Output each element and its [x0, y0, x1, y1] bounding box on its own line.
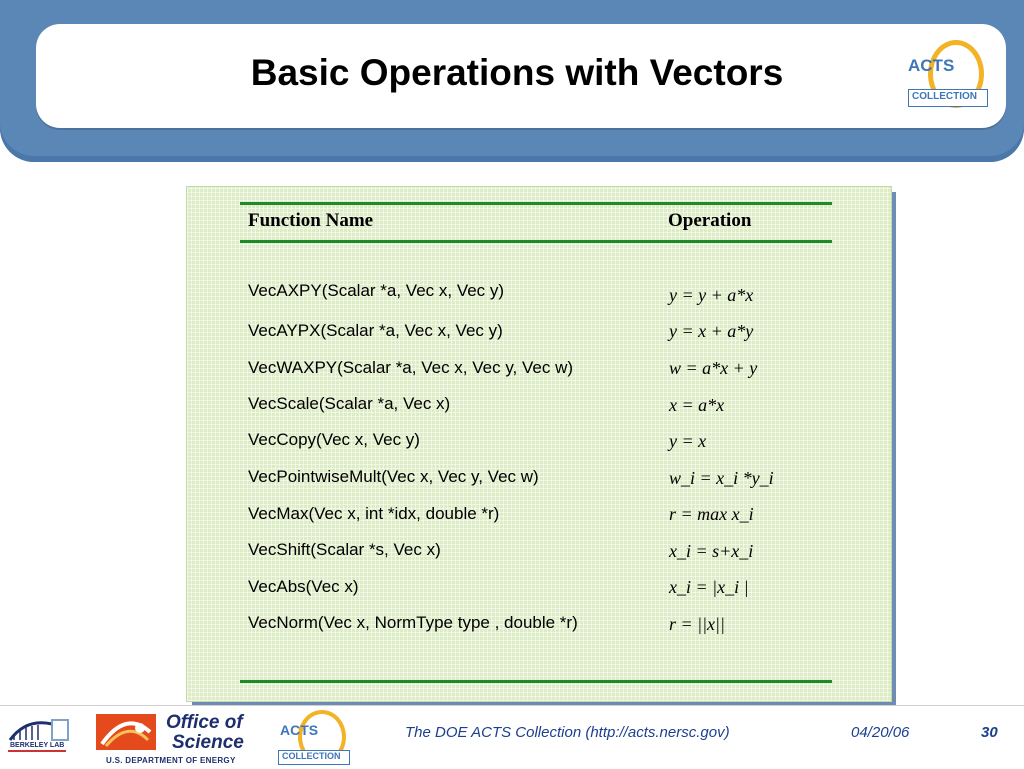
row-operation: y = x + a*y	[669, 321, 754, 341]
acts-collection-logo-footer	[276, 710, 352, 766]
row-operation: r = ||x||	[669, 614, 725, 634]
berkeley-lab-logo	[4, 712, 74, 764]
doe-mark-icon	[96, 714, 156, 750]
header-function-name: Function Name	[248, 210, 374, 231]
table-rule-top	[240, 202, 832, 205]
header-operation: Operation	[668, 210, 752, 231]
table-rule-header	[240, 240, 832, 243]
row-operation: x = a*x	[669, 395, 725, 415]
row-function: VecCopy(Vec x, Vec y)	[248, 430, 420, 449]
footer-date: 04/20/06	[851, 724, 910, 741]
acts-footer-logo-subtext: COLLECTION	[282, 751, 341, 761]
acts-footer-logo-text: ACTS	[280, 722, 319, 738]
row-function: VecShift(Scalar *s, Vec x)	[248, 540, 441, 559]
row-function: VecPointwiseMult(Vec x, Vec y, Vec w)	[248, 467, 539, 486]
row-operation: w = a*x + y	[669, 358, 758, 378]
row-function: VecAXPY(Scalar *a, Vec x, Vec y)	[248, 281, 505, 300]
row-operation: w_i = x_i *y_i	[669, 468, 774, 488]
row-operation: x_i = |x_i |	[669, 577, 749, 597]
doe-department-text: U.S. DEPARTMENT OF ENERGY	[106, 756, 236, 765]
row-function: VecMax(Vec x, int *idx, double *r)	[248, 504, 500, 523]
acts-collection-logo	[906, 40, 990, 110]
acts-logo-text: ACTS	[908, 56, 955, 75]
acts-logo-subtext: COLLECTION	[912, 91, 977, 102]
slide-title: Basic Operations with Vectors	[250, 52, 784, 93]
doe-office-of-text: Office of	[166, 712, 243, 733]
doe-science-text: Science	[172, 732, 244, 753]
row-operation: y = y + a*x	[669, 285, 754, 305]
footer-collection-text: The DOE ACTS Collection (http://acts.nersc.gov)	[405, 724, 730, 741]
table-rule-bottom	[240, 680, 832, 683]
doe-office-of-science-logo	[92, 712, 272, 766]
row-operation: r = max x_i	[669, 504, 754, 524]
footer-divider	[0, 705, 1024, 706]
row-function: VecScale(Scalar *a, Vec x)	[248, 394, 451, 413]
row-function: VecWAXPY(Scalar *a, Vec x, Vec y, Vec w)	[248, 358, 574, 377]
berkeley-lab-label: BERKELEY LAB	[10, 742, 65, 749]
row-function: VecAYPX(Scalar *a, Vec x, Vec y)	[248, 321, 503, 340]
row-function: VecAbs(Vec x)	[248, 577, 359, 596]
row-operation: y = x	[669, 431, 707, 451]
footer-page-number: 30	[981, 724, 998, 741]
row-function: VecNorm(Vec x, NormType type , double *r)	[248, 613, 578, 632]
row-operation: x_i = s+x_i	[669, 541, 754, 561]
